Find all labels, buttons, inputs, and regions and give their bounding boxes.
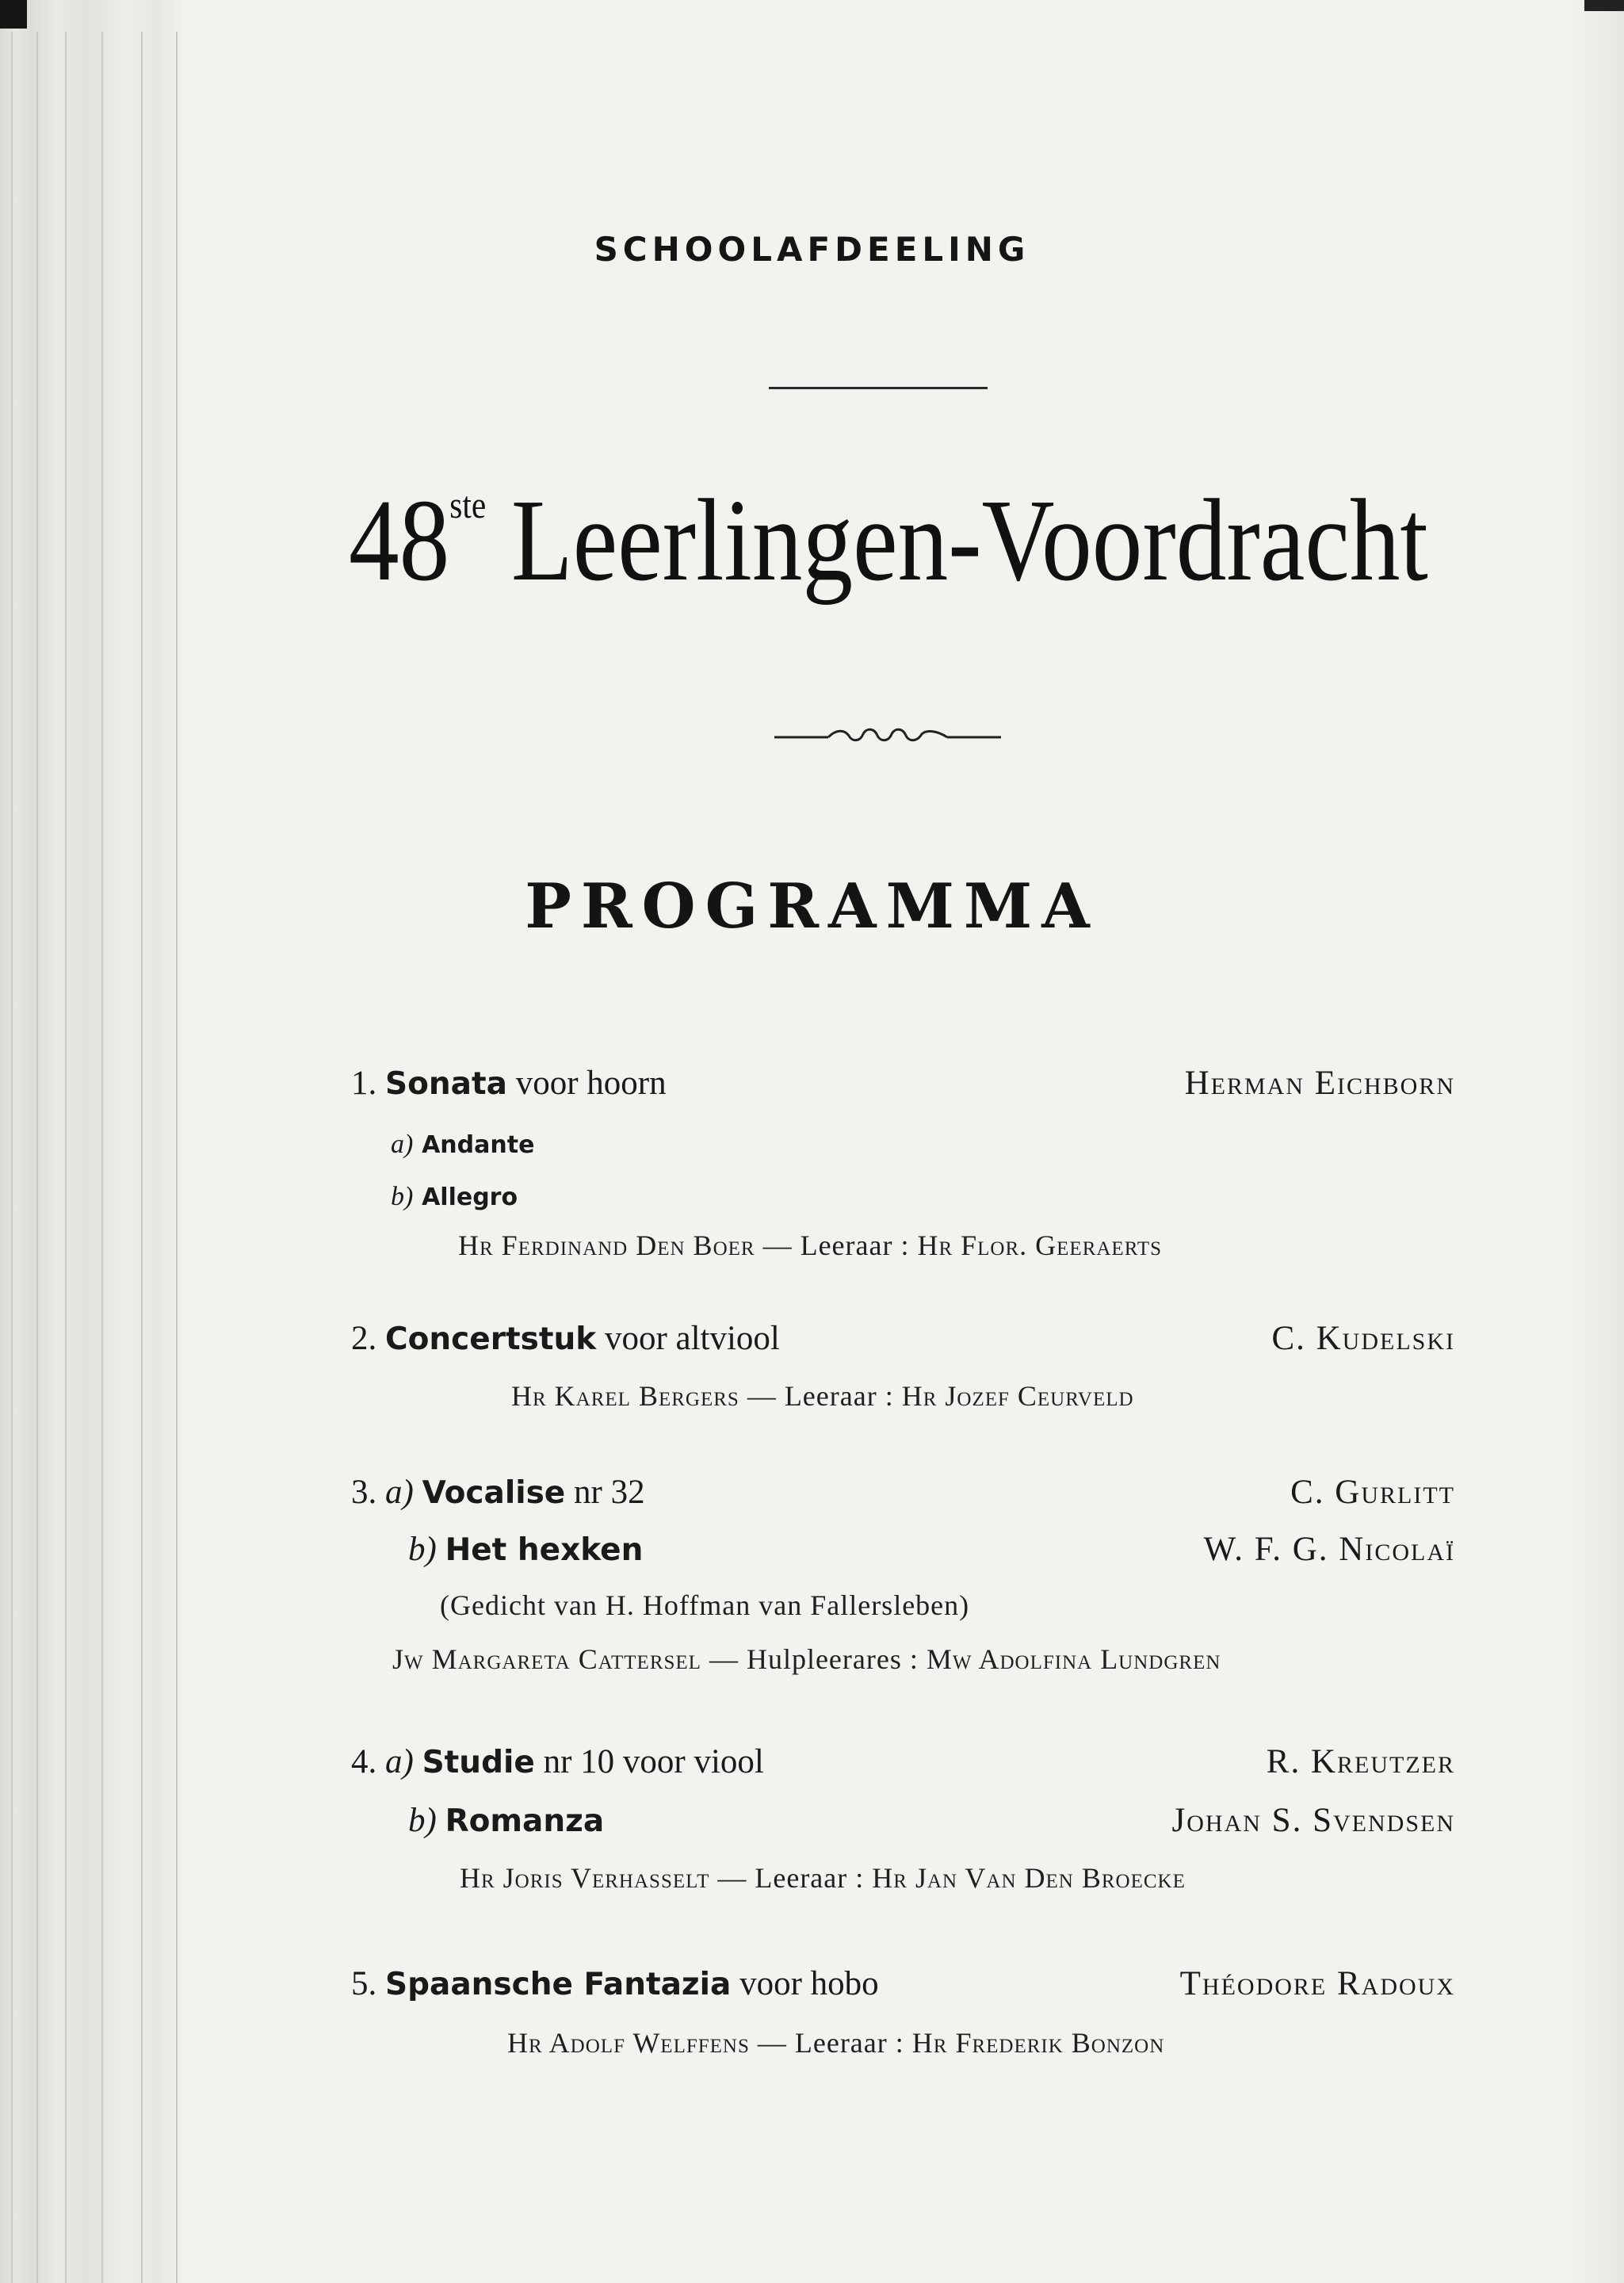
part-label: a) [385, 1743, 414, 1780]
performer-name: Hr Adolf Welffens [507, 2027, 750, 2059]
movement-line [391, 1122, 534, 1161]
performer-name: Hr Joris Verhasselt [460, 1862, 710, 1894]
item-3b-line [408, 1530, 643, 1569]
item-1-line [351, 1064, 667, 1103]
part-label: a) [385, 1474, 414, 1511]
part-label: b) [408, 1531, 437, 1568]
work-description: nr 10 voor viool [543, 1743, 764, 1780]
page-edge-line [65, 32, 67, 2283]
part-label: b) [408, 1802, 437, 1839]
page-edge-line [36, 32, 38, 2283]
title-text: Leerlingen-Voordracht [510, 476, 1428, 606]
item-2-line [351, 1319, 780, 1358]
composer-name: Herman Eichborn [1184, 1065, 1455, 1102]
work-title: Sonata [385, 1066, 507, 1102]
item-3-line [351, 1473, 645, 1512]
title-superscript: ste [449, 484, 487, 526]
work-title: Concertstuk [385, 1321, 597, 1357]
work-title: Studie [422, 1745, 535, 1780]
page-edge-line [176, 32, 178, 2283]
page-title [349, 476, 1428, 606]
performer-line [392, 1642, 1221, 1676]
movement-label: b) [391, 1182, 414, 1211]
work-description: nr 32 [574, 1474, 645, 1511]
work-description: voor altviool [604, 1320, 780, 1357]
work-title: Spaansche Fantazia [385, 1967, 732, 2002]
work-description: voor hoorn [515, 1065, 667, 1102]
role-separator: — Hulpleerares : [701, 1643, 927, 1675]
work-title: Het hexken [445, 1532, 644, 1568]
composer-name: R. Kreutzer [1266, 1743, 1455, 1780]
page-edge-line [101, 32, 103, 2283]
page-edge-line [141, 32, 143, 2283]
binding-corner [0, 0, 27, 29]
teacher-name: Hr Frederik Bonzon [911, 2027, 1165, 2059]
performer-line [511, 1379, 1134, 1413]
role-separator: — Leeraar : [755, 1229, 918, 1261]
performer-name: Hr Ferdinand Den Boer [458, 1229, 755, 1261]
composer-name: C. Gurlitt [1290, 1474, 1455, 1511]
page-right-corner [1584, 0, 1624, 11]
performer-line [458, 1229, 1162, 1262]
teacher-name: Hr Jozef Ceurveld [901, 1380, 1134, 1412]
work-description: voor hobo [739, 1965, 879, 2002]
section-heading: SCHOOLAFDEELING [594, 230, 1030, 269]
header-rule [769, 387, 988, 389]
role-separator: — Leeraar : [749, 2027, 912, 2059]
role-separator: — Leeraar : [709, 1862, 873, 1894]
composer-name: W. F. G. Nicolaï [1203, 1531, 1455, 1568]
page-right-shade [1569, 0, 1624, 2283]
item-number: 3. [351, 1474, 377, 1511]
work-title: Romanza [445, 1803, 605, 1839]
page-stack-edge [0, 0, 182, 2283]
item-number: 2. [351, 1320, 377, 1357]
item-number: 5. [351, 1965, 377, 2002]
work-title: Vocalise [422, 1475, 566, 1511]
programma-heading: PROGRAMMA [525, 870, 1099, 943]
movement-label: a) [391, 1130, 414, 1159]
movement-name: Andante [422, 1131, 535, 1159]
title-number: 48 [349, 476, 450, 606]
ornament-divider-icon [773, 720, 1003, 753]
composer-name: C. Kudelski [1271, 1320, 1455, 1357]
performer-line [507, 2026, 1164, 2059]
poem-note: (Gedicht van H. Hoffman van Fallersleben) [440, 1589, 970, 1621]
movement-line [391, 1175, 518, 1214]
teacher-name: Mw Adolfina Lundgren [926, 1643, 1221, 1675]
page-edge-line [11, 32, 13, 2283]
item-5-line [351, 1964, 879, 2003]
performer-name: Jw Margareta Cattersel [392, 1643, 701, 1675]
item-4-line [351, 1742, 764, 1781]
composer-name: Théodore Radoux [1179, 1965, 1455, 2002]
composer-name: Johan S. Svendsen [1171, 1802, 1455, 1839]
item-4b-line [408, 1801, 604, 1840]
movement-name: Allegro [422, 1184, 518, 1211]
item-number: 1. [351, 1065, 377, 1102]
teacher-name: Hr Flor. Geeraerts [917, 1229, 1163, 1261]
role-separator: — Leeraar : [739, 1380, 902, 1412]
performer-name: Hr Karel Bergers [511, 1380, 739, 1412]
performer-line [460, 1861, 1186, 1895]
teacher-name: Hr Jan Van Den Broecke [872, 1862, 1186, 1894]
item-number: 4. [351, 1743, 377, 1780]
